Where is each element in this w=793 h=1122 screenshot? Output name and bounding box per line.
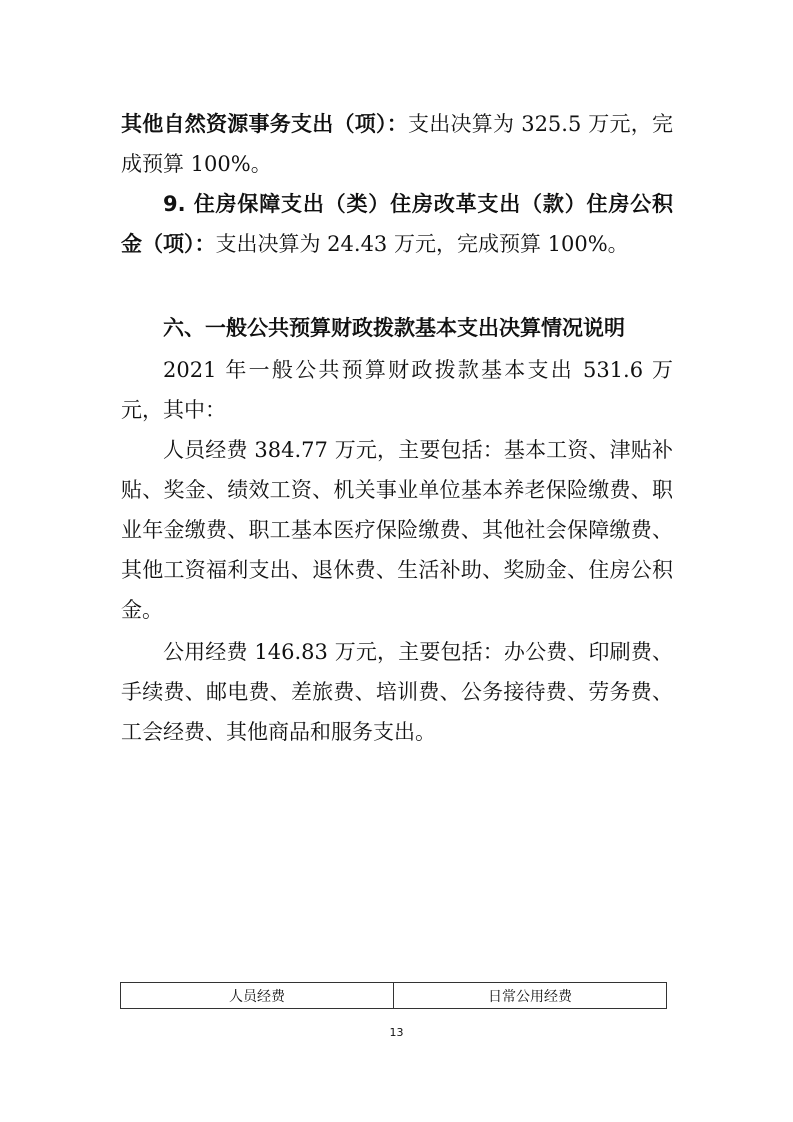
page-number: 13 — [389, 1026, 404, 1039]
item-text: 支出决算为 325.5 万元，完成预算 100%。 — [121, 112, 674, 176]
paragraph-housing-security — [121, 184, 673, 264]
paragraph-public-expenses: 公用经费 146.83 万元，主要包括：办公费、印刷费、手续费、邮电费、差旅费、培训费、公务接待费、劳务费、工会经费、其他商品和服务支出。 — [121, 640, 673, 744]
paragraph-personnel-expenses: 人员经费 384.77 万元，主要包括：基本工资、津贴补贴、奖金、绩效工资、机关事业单位基本养老保险缴费、职业年金缴费、职工基本医疗保险缴费、其他社会保障缴费、其他工资福利支出、退休费、生活补助、奖励金、住房公积金。 — [121, 438, 673, 622]
item-title: 9. 住房保障支出（类）住房改革支出（款）住房公积金（项）： — [121, 192, 673, 256]
item-title: 其他自然资源事务支出（项）： — [121, 112, 409, 136]
table-header-personnel: 人员经费 — [229, 988, 285, 1005]
section-heading: 六、一般公共预算财政拨款基本支出决算情况说明 — [163, 316, 625, 340]
expense-table-header — [120, 982, 667, 1009]
paragraph-basic-expenditure: 2021 年一般公共预算财政拨款基本支出 531.6 万元，其中： — [121, 358, 673, 422]
paragraph-other-natural-resources — [121, 104, 673, 184]
item-text: 支出决算为 24.43 万元，完成预算 100%。 — [215, 232, 629, 256]
table-header-daily-public: 日常公用经费 — [393, 983, 666, 1008]
